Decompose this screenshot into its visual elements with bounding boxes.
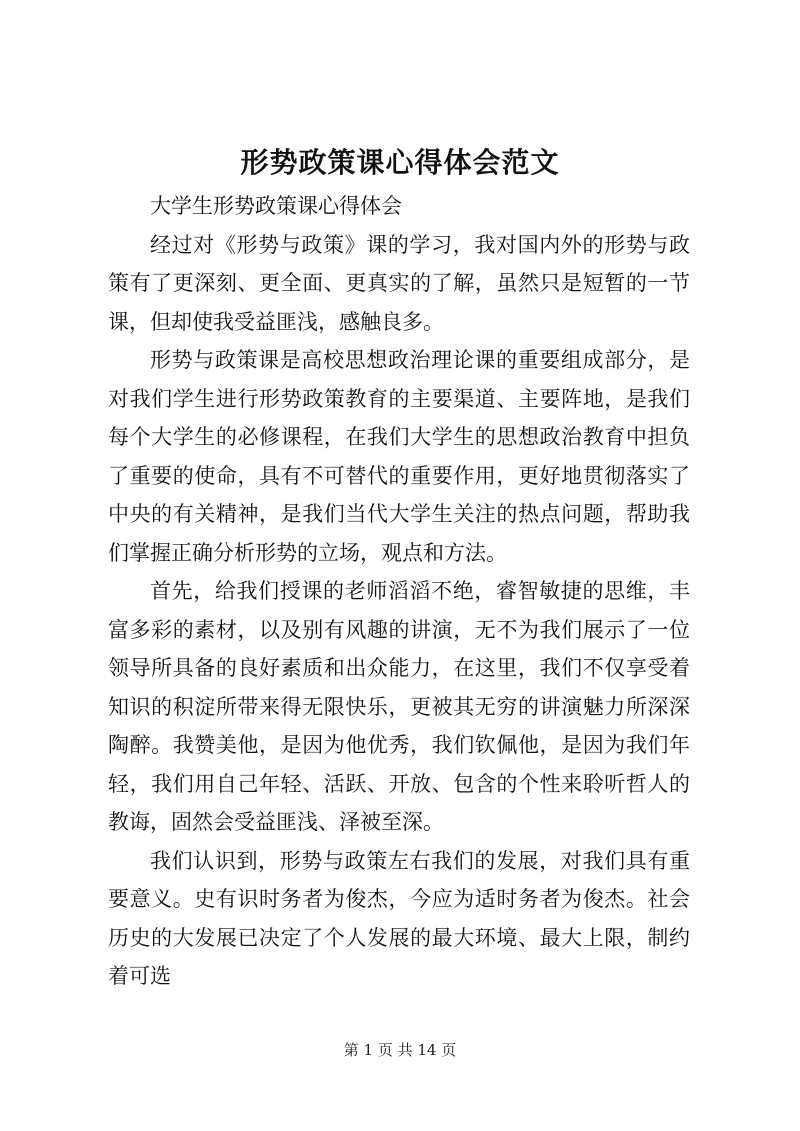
- body-paragraph: 经过对《形势与政策》课的学习，我对国内外的形势与政策有了更深刻、更全面、更真实的了解，虽然只是短暂的一节课，但却使我受益匪浅，感触良多。: [108, 232, 690, 334]
- document-body: [108, 187, 690, 996]
- body-paragraph: 形势与政策课是高校思想政治理论课的重要组成部分，是对我们学生进行形势政策教育的主要渠道、主要阵地，是我们每个大学生的必修课程，在我们大学生的思想政治教育中担负了重要的使命，具有不可替代的重要作用，更好地贯彻落实了中央的有关精神，是我们当代大学生关注的热点问题，帮助我们掌握正确分析形势的立场，观点和方法。: [108, 348, 690, 565]
- body-paragraph: 我们认识到，形势与政策左右我们的发展，对我们具有重要意义。史有识时务者为俊杰，今应为适时务者为俊杰。社会历史的大发展已决定了个人发展的最大环境、最大上限，制约着可选: [108, 848, 690, 988]
- body-paragraph: 首先，给我们授课的老师滔滔不绝，睿智敏捷的思维，丰富多彩的素材，以及别有风趣的讲演，无不为我们展示了一位领导所具备的良好素质和出众能力，在这里，我们不仅享受着知识的积淀所带来得无限快乐，更被其无穷的讲演魅力所深深陶醉。我赞美他，是因为他优秀，我们钦佩他，是因为我们年轻，我们用自己年轻、活跃、开放、包含的个性来聆听哲人的教诲，固然会受益匪浅、泽被至深。: [108, 579, 690, 834]
- subtitle-paragraph: 大学生形势政策课心得体会: [150, 194, 402, 218]
- page-number-footer: 第 1 页 共 14 页: [343, 1041, 457, 1059]
- document-title: 形势政策课心得体会范文: [240, 146, 560, 179]
